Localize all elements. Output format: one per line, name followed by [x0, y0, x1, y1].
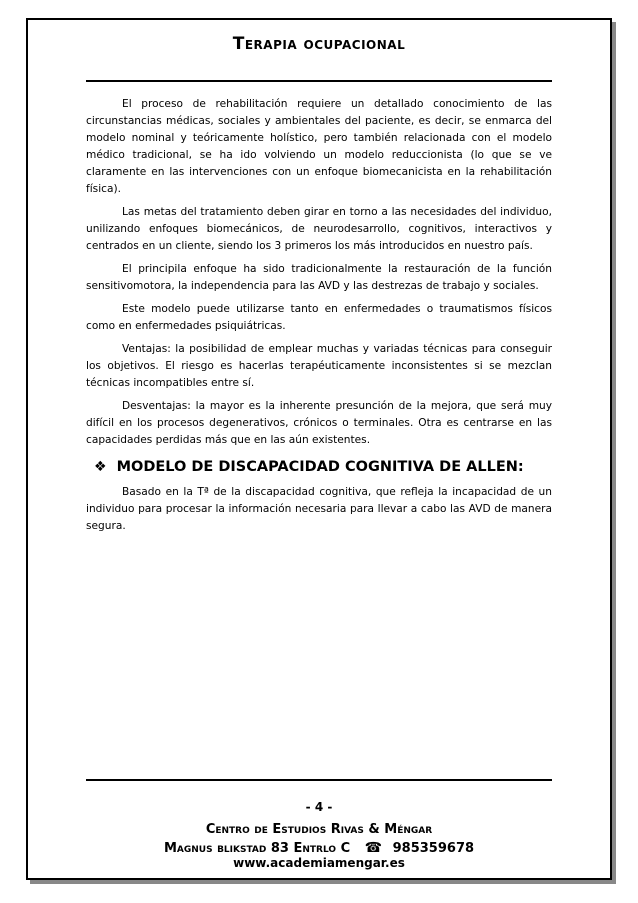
page-number: - 4 -: [305, 800, 333, 814]
footer-address-line: [0, 840, 638, 856]
title-underline: [86, 80, 552, 82]
footer-rule: [86, 779, 552, 781]
address-text: Magnus blikstad 83 Entrlo C: [163, 841, 351, 856]
paragraph-goals: Las metas del tratamiento deben girar en torno a las necesidades del individuo, unilizando enfoques biomecánicos, de neurodesarrollo, cognitivos, interactivos y centrados en un cliente, siendo los 3 primeros los más introducidos en nuestro país.: [86, 206, 552, 252]
paragraph-usage: Este modelo puede utilizarse tanto en enfermedades o traumatismos físicos como en enfermedades psiquiátricas.: [86, 303, 552, 332]
phone-icon: ☎: [364, 840, 383, 856]
main-content: [86, 96, 552, 541]
paragraph-allen: Basado en la Tª de la discapacidad cognitiva, que refleja la incapacidad de un individuo para procesar la información necesaria para llevar a cabo las AVD de manera segura.: [86, 486, 552, 532]
website-link[interactable]: www.academiamengar.es: [233, 856, 405, 870]
phone-number: 985359678: [392, 841, 475, 856]
page-title: Terapia ocupacional: [232, 34, 406, 54]
center-name: Centro de Estudios Rivas & Méngar: [205, 822, 433, 837]
paragraph-main-approach: El principila enfoque ha sido tradicionalmente la restauración de la función sensitivomotora, la independencia para las AVD y las destrezas de trabajo y sociales.: [86, 263, 552, 292]
section-heading: [94, 459, 552, 476]
paragraph-advantages: Ventajas: la posibilidad de emplear muchas y variadas técnicas para conseguir los objetivos. El riesgo es hacerlas terapéuticamente inconsistentes si se mezclan técnicas incompatibles entre sí.: [86, 343, 552, 389]
section-heading-text: MODELO DE DISCAPACIDAD COGNITIVA DE ALLEN:: [116, 459, 524, 475]
paragraph-rehabilitation: El proceso de rehabilitación requiere un detallado conocimiento de las circunstancias médicas, sociales y ambientales del paciente, es decir, se enmarca del modelo nominal y teóricamente holístico, pero también relacionada con el modelo médico tradicional, se ha ido volviendo un modelo reduccionista (lo que se ve claramente en las intervenciones con un enfoque biomecanicista en la rehabilitación física).: [86, 98, 552, 195]
diamond-bullet-icon: ❖: [94, 459, 107, 475]
paragraph-disadvantages: Desventajas: la mayor es la inherente presunción de la mejora, que será muy difícil en los procesos degenerativos, crónicos o terminales. Otra es centrarse en las capacidades perdidas más que en las aún existentes.: [86, 400, 552, 446]
